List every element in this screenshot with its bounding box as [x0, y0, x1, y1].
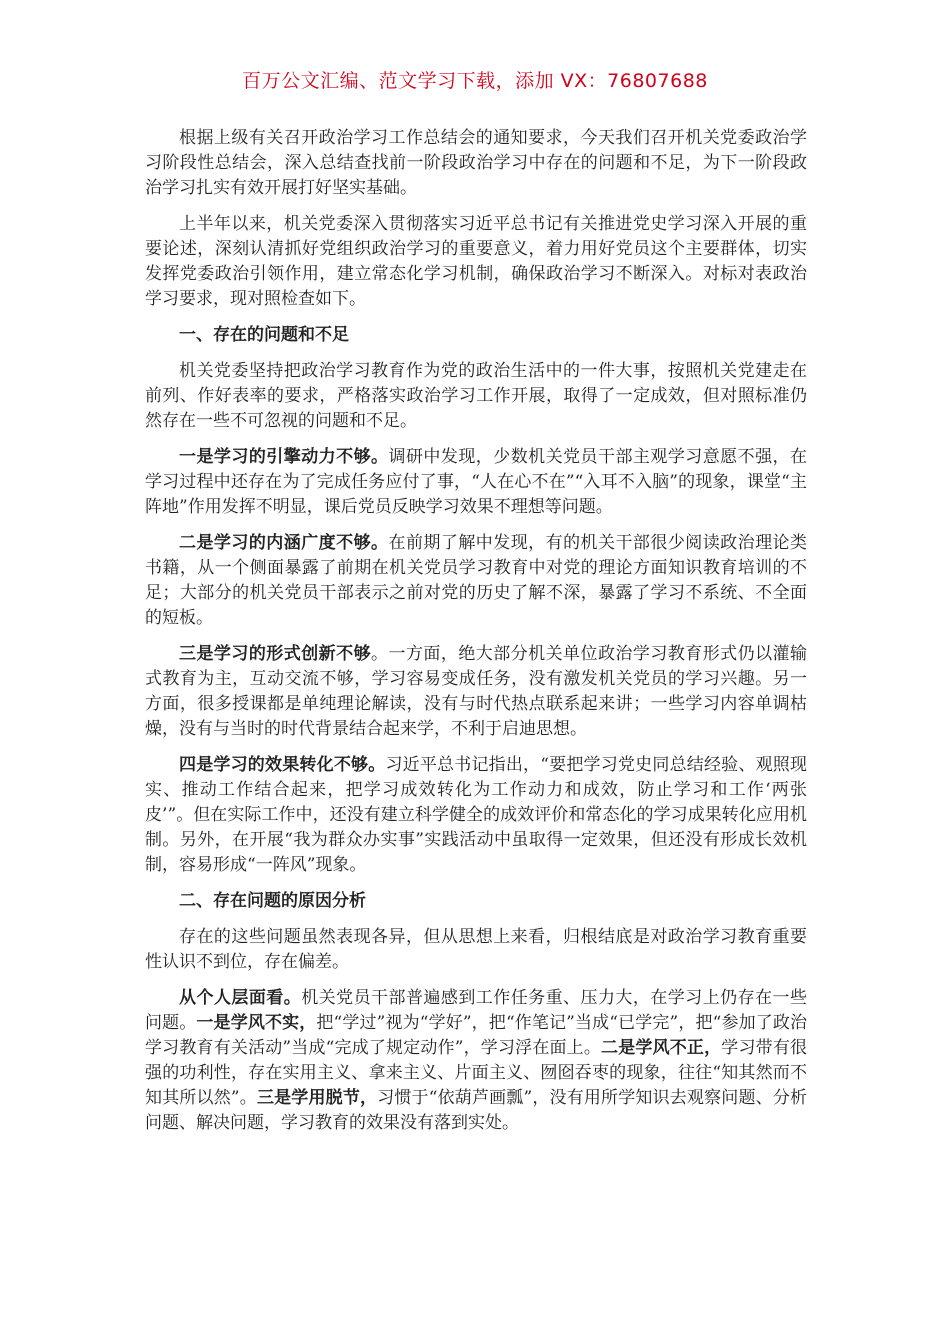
problem-1-text: 调研中发现，少数机关党员干部主观学习意愿不强，在学习过程中还存在为了完成任务应付了事，“人在心不在”“入耳不入脑”的现象，课堂“主阵地”作用发挥不明显，课后党员反映学习效果不理想等问题。 [145, 447, 808, 517]
section-heading-causes: 二、存在问题的原因分析 [179, 891, 366, 911]
document-body [145, 126, 807, 1147]
problem-3-lead: 三是学习的形式创新不够 [179, 644, 372, 664]
problem-2-text: 在前期了解中发现，有的机关干部很少阅读政治理论类书籍，从一个侧面暴露了前期在机关党员学习教育中对党的理论方面知识教育培训的不足；大部分的机关党员干部表示之前对党的历史了解不深，暴露了学习不系统、不全面的短板。 [145, 533, 808, 628]
personal-level-point-1: 一是学风不实， [196, 1013, 317, 1033]
problem-2-paragraph [145, 531, 807, 631]
problem-1-paragraph [145, 445, 807, 520]
problem-1-lead: 一是学习的引擎动力不够。 [179, 447, 389, 467]
background-paragraph: 上半年以来，机关党委深入贯彻落实习近平总书记有关推进党史学习深入开展的重要论述，深刻认清抓好党组织政治学习的重要意义，着力用好党员这个主要群体，切实发挥党委政治引领作用，建立常态化学习机制，确保政治学习不断深入。对标对表政治学习要求，现对照检查如下。 [145, 214, 807, 309]
section-heading-problems: 一、存在的问题和不足 [179, 325, 349, 345]
problem-3-text: 。一方面，绝大部分机关单位政治学习教育形式仍以灌输式教育为主，互动交流不够，学习容易变成任务，没有激发机关党员的学习兴趣。另一方面，很多授课都是单纯理论解读，没有与时代热点联系起来讲；一些学习内容单调枯燥，没有与当时的时代背景结合起来学，不利于启迪思想。 [145, 644, 808, 739]
problems-overview-paragraph: 机关党委坚持把政治学习教育作为党的政治生活中的一件大事，按照机关党建走在前列、作好表率的要求，严格落实政治学习工作开展，取得了一定成效，但对照标准仍然存在一些不可忽视的问题和不足。 [145, 361, 807, 431]
personal-level-text-4: 习惯于“依葫芦画瓢”，没有用所学知识去观察问题、分析问题、解决问题，学习教育的效果没有落到实处。 [145, 1088, 807, 1133]
personal-level-text-3: 学习带有很强的功利性，存在实用主义、拿来主义、片面主义、囫囵吞枣的现象，往往“知其然而不知其所以然”。 [145, 1038, 808, 1108]
intro-paragraph: 根据上级有关召开政治学习工作总结会的通知要求，今天我们召开机关党委政治学习阶段性总结会，深入总结查找前一阶段政治学习中存在的问题和不足，为下一阶段政治学习扎实有效开展打好坚实基础。 [145, 128, 807, 198]
problem-3-paragraph [145, 642, 807, 742]
personal-level-lead: 从个人层面看。 [179, 988, 302, 1008]
personal-level-point-2: 二是学风不正， [601, 1038, 722, 1058]
personal-level-text-1: 机关党员干部普遍感到工作任务重、压力大，在学习上仍存在一些问题。 [145, 988, 808, 1033]
problem-4-text: 习近平总书记指出，“要把学习党史同总结经验、观照现实、推动工作结合起来，把学习成效转化为工作动力和成效，防止学习和工作‘两张皮’”。但在实际工作中，还没有建立科学健全的成效评价和常态化的学习成果转化应用机制。另外，在开展“我为群众办实事”实践活动中虽取得一定效果，但还没有形成长效机制，容易形成“一阵风”现象。 [145, 755, 807, 875]
problem-4-lead: 四是学习的效果转化不够。 [179, 755, 386, 775]
promo-banner: 百万公文汇编、范文学习下载，添加 VX：76807688 [242, 70, 708, 92]
personal-level-paragraph [145, 986, 807, 1136]
causes-overview-paragraph: 存在的这些问题虽然表现各异，但从思想上来看，归根结底是对政治学习教育重要性认识不到位，存在偏差。 [145, 927, 807, 972]
problem-4-paragraph [145, 753, 807, 878]
personal-level-point-3: 三是学用脱节， [256, 1088, 378, 1108]
personal-level-text-2: 把“学过”视为“学好”，把“作笔记”当成“已学完”，把“参加了政治学习教育有关活动”当成“完成了规定动作”，学习浮在面上。 [145, 1013, 808, 1058]
problem-2-lead: 二是学习的内涵广度不够。 [179, 533, 389, 553]
